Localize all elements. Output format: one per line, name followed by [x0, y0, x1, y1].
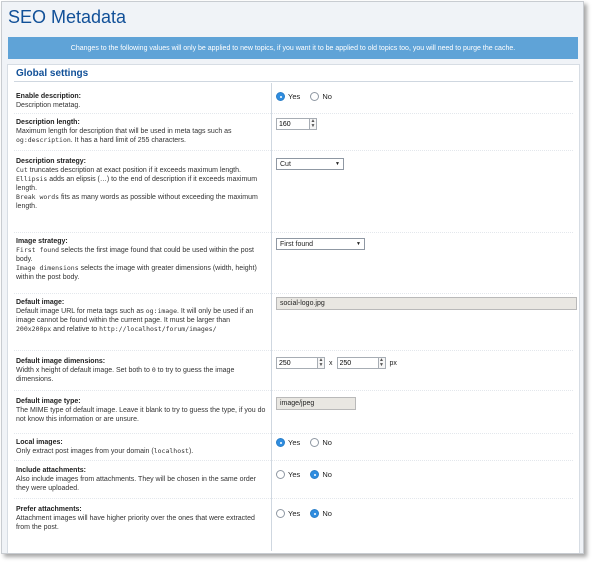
column-divider	[271, 83, 272, 551]
setting-description: Attachment images will have higher priority over the ones that were extracted from the post.	[16, 515, 255, 531]
spinner-arrows[interactable]: ▲ ▼	[310, 118, 316, 129]
include-attachments-yes[interactable]: Yes	[276, 470, 300, 479]
setting-default-image: Default image: Default image URL for meta tags such as og:image. It will only be used if an image cannot be found within the current page. It must be larger than 200x200px and relative to http://localhost/forum/images/	[16, 298, 266, 334]
default-image-input[interactable]: social-logo.jpg	[276, 297, 577, 310]
local-images-no[interactable]: No	[310, 438, 332, 447]
page-title: SEO Metadata	[8, 7, 127, 27]
radio-empty-icon	[276, 470, 285, 479]
enable-description-yes[interactable]: Yes	[276, 92, 300, 101]
row-separator	[14, 433, 573, 434]
default-image-type-input[interactable]: image/jpeg	[276, 397, 356, 410]
image-width-input[interactable]	[276, 357, 318, 369]
local-images-radios	[276, 438, 340, 449]
spinner-arrows[interactable]: ▲ ▼	[379, 357, 384, 368]
radio-selected-icon	[276, 92, 285, 101]
spinner-arrows[interactable]: ▲ ▼	[318, 357, 324, 368]
setting-label: Local images:	[16, 439, 63, 446]
setting-label: Prefer attachments:	[16, 506, 82, 513]
row-separator	[14, 232, 573, 233]
description-length-control	[276, 118, 317, 130]
setting-enable-description	[16, 92, 266, 110]
row-separator	[14, 350, 573, 351]
enable-description-radios	[276, 92, 340, 103]
include-attachments-no[interactable]: No	[310, 470, 332, 479]
default-image-dimensions-control: 250 ▲ ▼ x 250 ▲ ▼ px	[276, 357, 401, 369]
radio-empty-icon	[310, 438, 319, 447]
row-separator	[14, 498, 573, 499]
description-strategy-select[interactable]: Cut ▼	[276, 158, 344, 170]
setting-local-images: Local images: Only extract post images from your domain (localhost).	[16, 438, 266, 456]
local-images-yes[interactable]: Yes	[276, 438, 300, 447]
setting-label: Default image:	[16, 299, 65, 306]
image-height-input[interactable]	[337, 357, 379, 369]
setting-label: Enable description:	[16, 93, 81, 100]
prefer-attachments-radios	[276, 509, 340, 520]
setting-label: Default image dimensions:	[16, 358, 106, 365]
setting-description-strategy: Description strategy: Cut truncates description at exact position if it exceeds maximum length. Ellipsis adds an elipsis (…) to the end of description if it exceeds maximum length. Break words fits as many words as possible without exceeding the maximum length.	[16, 157, 266, 211]
row-separator	[14, 390, 573, 391]
section-rule	[14, 81, 573, 82]
setting-default-image-type	[16, 397, 266, 424]
default-image-type-control	[276, 397, 356, 410]
default-image-control	[276, 297, 577, 310]
radio-selected-icon	[276, 438, 285, 447]
description-length-input[interactable]	[276, 118, 310, 130]
radio-empty-icon	[276, 509, 285, 518]
setting-default-image-dimensions: Default image dimensions: Width x height of default image. Set both to 0 to try to guess the image dimensions.	[16, 357, 266, 384]
setting-description: Maximum length for description that will be used in meta tags such as og:description. It has a hard limit of 255 characters.	[16, 128, 232, 144]
setting-image-strategy: Image strategy: First found selects the first image found that could be used within the post body. Image dimensions selects the image with greater dimensions (width, height) within the post body.	[16, 237, 266, 282]
section-title: Global settings	[16, 68, 89, 79]
chevron-down-icon: ▼	[335, 161, 340, 167]
setting-include-attachments	[16, 466, 266, 493]
radio-selected-icon	[310, 470, 319, 479]
radio-selected-icon	[310, 509, 319, 518]
setting-description-length	[16, 118, 266, 145]
setting-description: The MIME type of default image. Leave it blank to try to guess the type, if you do not know this information or are unsure.	[16, 407, 266, 423]
include-attachments-radios	[276, 470, 340, 481]
image-strategy-control	[276, 238, 365, 250]
prefer-attachments-yes[interactable]: Yes	[276, 509, 300, 518]
description-strategy-control	[276, 158, 344, 170]
image-strategy-select[interactable]: First found ▼	[276, 238, 365, 250]
setting-label: Description strategy:	[16, 158, 87, 165]
setting-label: Image strategy:	[16, 238, 68, 245]
prefer-attachments-no[interactable]: No	[310, 509, 332, 518]
acp-frame	[1, 1, 584, 554]
row-separator	[14, 293, 573, 294]
radio-empty-icon	[310, 92, 319, 101]
setting-label: Include attachments:	[16, 467, 87, 474]
global-settings-panel	[7, 64, 580, 554]
setting-description: Description metatag.	[16, 102, 81, 109]
setting-label: Default image type:	[16, 398, 81, 405]
setting-description: Also include images from attachments. They will be chosen in the same order they were uploaded.	[16, 476, 256, 492]
notice-banner: Changes to the following values will only be applied to new topics, if you want it to be applied to old topics too, you will need to purge the cache.	[8, 37, 578, 59]
row-separator	[14, 150, 573, 151]
setting-label: Description length:	[16, 119, 80, 126]
chevron-down-icon: ▼	[356, 241, 361, 247]
row-separator	[14, 113, 573, 114]
setting-prefer-attachments	[16, 505, 266, 532]
row-separator	[14, 460, 573, 461]
enable-description-no[interactable]: No	[310, 92, 332, 101]
